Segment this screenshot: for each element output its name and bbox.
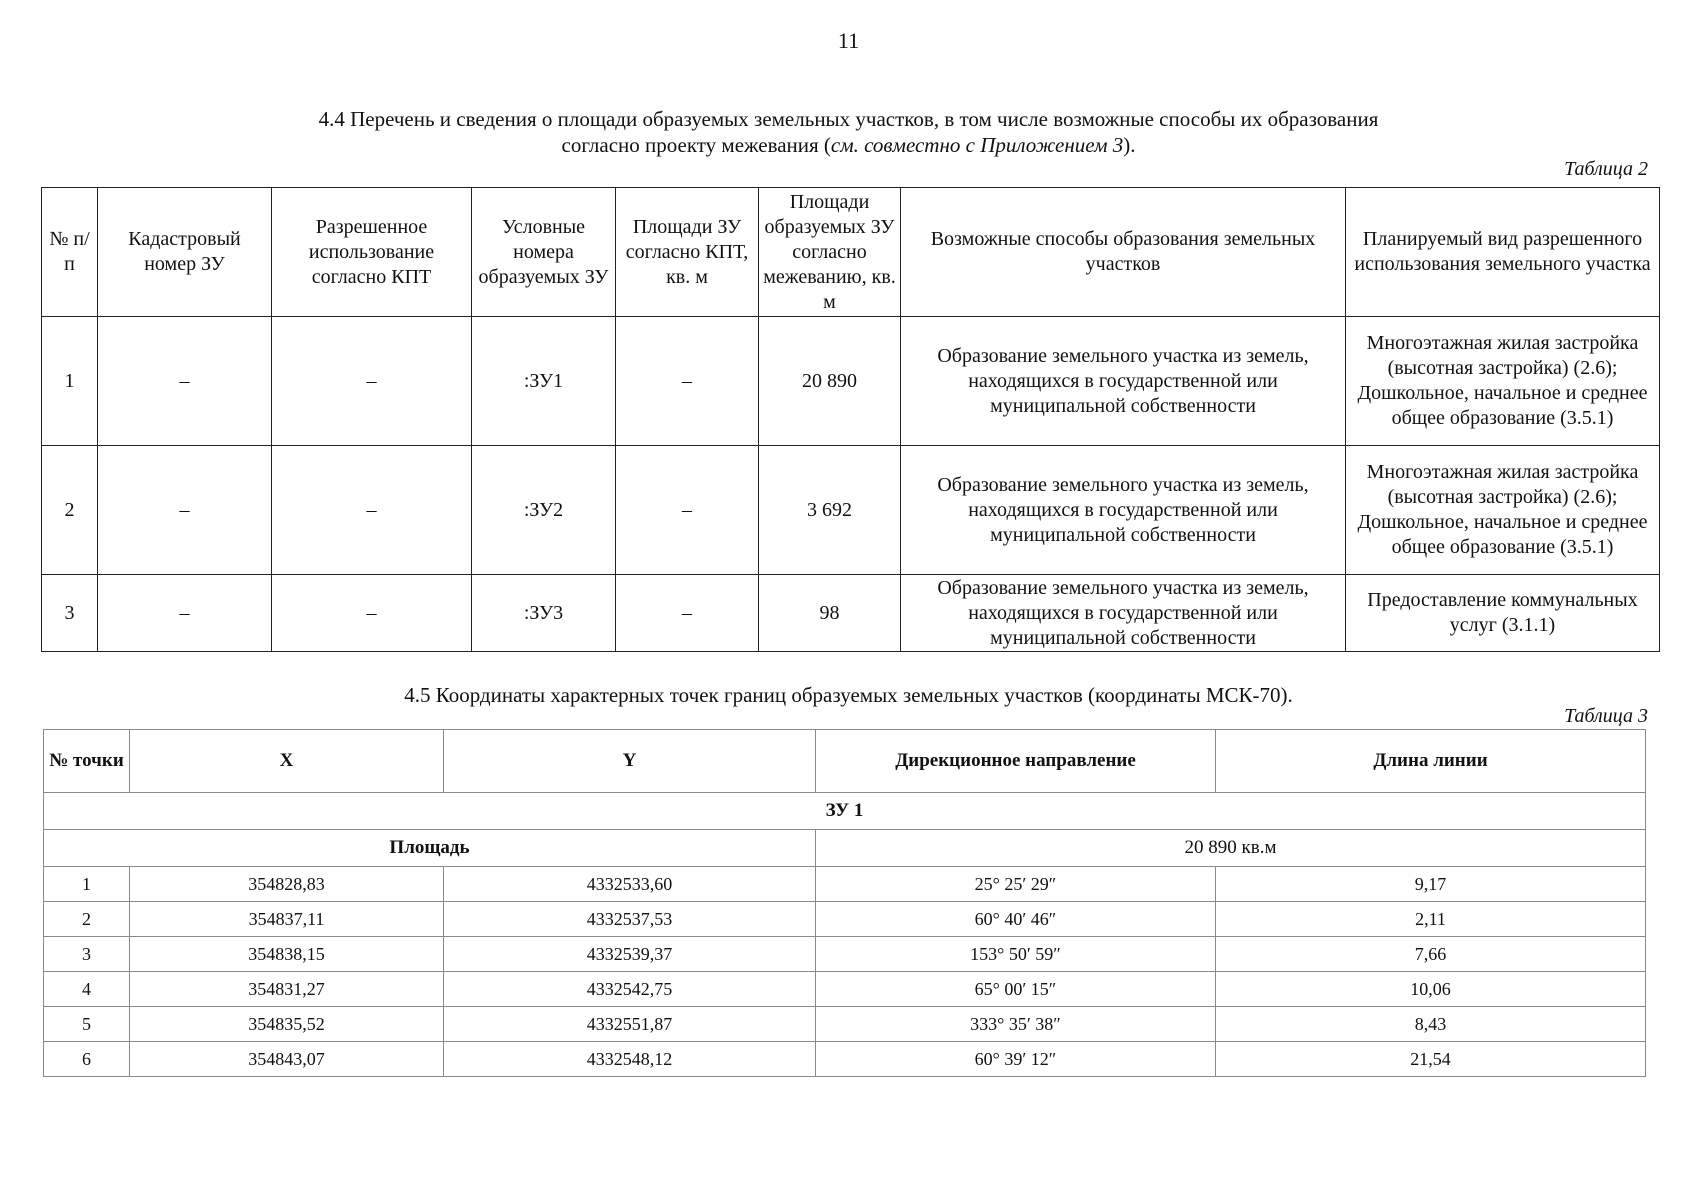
land-plots-table	[41, 187, 1660, 652]
cell-num: 1	[42, 317, 98, 446]
cell-direction: 65° 00′ 15″	[816, 972, 1216, 1007]
cell-y: 4332551,87	[444, 1007, 816, 1042]
area-label: Площадь	[44, 830, 816, 867]
cell-cadastral: –	[98, 317, 272, 446]
table-row	[44, 867, 1646, 902]
header-direction: Дирекционное направление	[816, 730, 1216, 793]
page-number: 11	[837, 28, 860, 53]
cell-cadastral: –	[98, 575, 272, 652]
cell-length: 7,66	[1216, 937, 1646, 972]
cell-area-kpt: –	[616, 317, 759, 446]
line2-italic: см. совместно с Приложением 3	[830, 133, 1124, 157]
cell-method: Образование земельного участка из земель, находящихся в государственной или муниципальной собственности	[901, 317, 1346, 446]
cell-length: 10,06	[1216, 972, 1646, 1007]
cell-x: 354838,15	[130, 937, 444, 972]
cell-direction: 60° 40′ 46″	[816, 902, 1216, 937]
cell-plot-id: :ЗУ3	[472, 575, 616, 652]
cell-area: 98	[759, 575, 901, 652]
table-header-row	[42, 188, 1660, 317]
cell-length: 9,17	[1216, 867, 1646, 902]
cell-num: 3	[42, 575, 98, 652]
cell-plot-id: :ЗУ1	[472, 317, 616, 446]
cell-length: 2,11	[1216, 902, 1646, 937]
header-y: Y	[444, 730, 816, 793]
cell-planned-use: Многоэтажная жилая застройка (высотная застройка) (2.6); Дошкольное, начальное и среднее общее образование (3.5.1)	[1346, 317, 1660, 446]
area-value: 20 890 кв.м	[816, 830, 1646, 867]
header-length: Длина линии	[1216, 730, 1646, 793]
table-2-caption: Таблица 2	[1564, 158, 1648, 180]
header-num: № п/п	[42, 188, 98, 317]
line2-post: ).	[1123, 133, 1136, 157]
section-4-4-heading	[0, 106, 1697, 158]
cell-permitted-use: –	[272, 446, 472, 575]
cell-x: 354837,11	[130, 902, 444, 937]
cell-method: Образование земельного участка из земель, находящихся в государственной или муниципальной собственности	[901, 446, 1346, 575]
cell-x: 354831,27	[130, 972, 444, 1007]
cell-length: 8,43	[1216, 1007, 1646, 1042]
area-row	[44, 830, 1646, 867]
header-x: X	[130, 730, 444, 793]
cell-y: 4332539,37	[444, 937, 816, 972]
cell-y: 4332542,75	[444, 972, 816, 1007]
plot-group-label: ЗУ 1	[44, 793, 1646, 830]
cell-direction: 25° 25′ 29″	[816, 867, 1216, 902]
cell-direction: 333° 35′ 38″	[816, 1007, 1216, 1042]
table-row	[42, 575, 1660, 652]
table-row	[44, 1007, 1646, 1042]
table-row	[44, 1042, 1646, 1077]
cell-num: 2	[42, 446, 98, 575]
cell-x: 354835,52	[130, 1007, 444, 1042]
section-4-5-heading: 4.5 Координаты характерных точек границ образуемых земельных участков (координаты МСК-70).	[404, 683, 1293, 707]
line2-pre: согласно проекту межевания (	[561, 133, 831, 157]
section-4-4-line2	[0, 132, 1697, 158]
cell-point: 3	[44, 937, 130, 972]
cell-point: 6	[44, 1042, 130, 1077]
header-area-kpt: Площади ЗУ согласно КПТ, кв. м	[616, 188, 759, 317]
cell-point: 2	[44, 902, 130, 937]
cell-area-kpt: –	[616, 446, 759, 575]
coordinates-header-row	[44, 730, 1646, 793]
cell-point: 4	[44, 972, 130, 1007]
table-3-caption: Таблица 3	[1564, 705, 1648, 727]
table-row	[44, 902, 1646, 937]
cell-area-kpt: –	[616, 575, 759, 652]
cell-x: 354828,83	[130, 867, 444, 902]
table-row	[42, 317, 1660, 446]
table-row	[42, 446, 1660, 575]
cell-y: 4332537,53	[444, 902, 816, 937]
cell-planned-use: Предоставление коммунальных услуг (3.1.1)	[1346, 575, 1660, 652]
header-point-num: № точки	[44, 730, 130, 793]
header-plot-ids: Условные номера образуемых ЗУ	[472, 188, 616, 317]
header-area-survey: Площади образуемых ЗУ согласно межеванию, кв. м	[759, 188, 901, 317]
cell-direction: 153° 50′ 59″	[816, 937, 1216, 972]
cell-y: 4332548,12	[444, 1042, 816, 1077]
cell-area: 3 692	[759, 446, 901, 575]
cell-y: 4332533,60	[444, 867, 816, 902]
table-row	[44, 937, 1646, 972]
cell-method: Образование земельного участка из земель, находящихся в государственной или муниципальной собственности	[901, 575, 1346, 652]
cell-direction: 60° 39′ 12″	[816, 1042, 1216, 1077]
plot-group-row	[44, 793, 1646, 830]
cell-point: 5	[44, 1007, 130, 1042]
cell-x: 354843,07	[130, 1042, 444, 1077]
header-cadastral: Кадастровый номер ЗУ	[98, 188, 272, 317]
cell-planned-use: Многоэтажная жилая застройка (высотная застройка) (2.6); Дошкольное, начальное и среднее общее образование (3.5.1)	[1346, 446, 1660, 575]
cell-plot-id: :ЗУ2	[472, 446, 616, 575]
cell-permitted-use: –	[272, 575, 472, 652]
header-methods: Возможные способы образования земельных участков	[901, 188, 1346, 317]
section-4-4-line1: 4.4 Перечень и сведения о площади образуемых земельных участков, в том числе возможные способы их образования	[318, 107, 1379, 131]
table-row	[44, 972, 1646, 1007]
cell-length: 21,54	[1216, 1042, 1646, 1077]
cell-cadastral: –	[98, 446, 272, 575]
coordinates-table	[43, 729, 1646, 1077]
cell-point: 1	[44, 867, 130, 902]
header-planned-use: Планируемый вид разрешенного использования земельного участка	[1346, 188, 1660, 317]
cell-permitted-use: –	[272, 317, 472, 446]
header-permitted-use: Разрешенное использование согласно КПТ	[272, 188, 472, 317]
cell-area: 20 890	[759, 317, 901, 446]
